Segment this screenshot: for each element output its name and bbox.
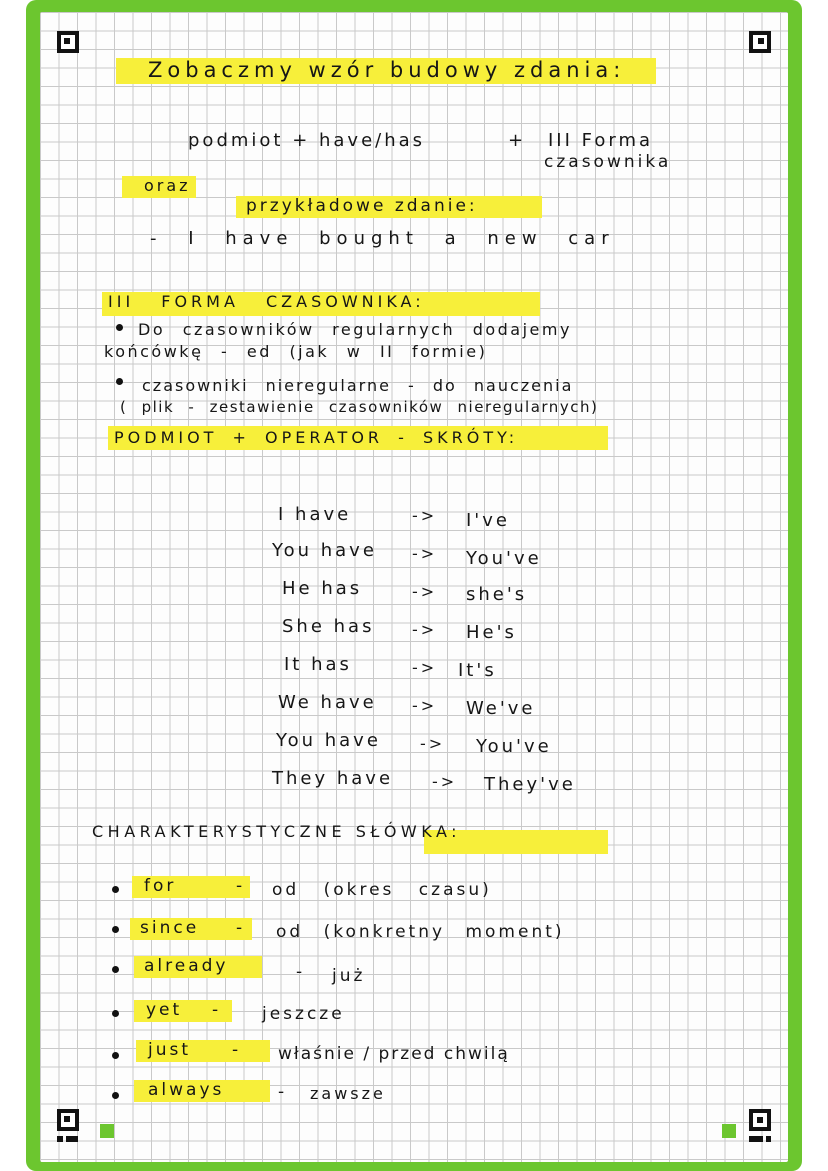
shortcut-right: I've	[466, 510, 510, 531]
shortcut-right: You've	[476, 736, 552, 757]
shortcut-left: I have	[278, 504, 352, 525]
bullet-icon	[112, 1092, 119, 1099]
arrow-icon: ->	[412, 506, 438, 525]
bullet-icon	[112, 966, 119, 973]
forma-bullet2-line2: ( plik - zestawienie czasowników nieregularnych)	[120, 398, 599, 416]
shortcut-right: They've	[484, 774, 576, 795]
word-term: for	[144, 876, 177, 896]
word-dash: -	[296, 962, 306, 982]
arrow-icon: ->	[432, 772, 458, 791]
arrow-icon: ->	[420, 734, 446, 753]
shortcut-left: You have	[276, 730, 381, 751]
shortcut-right: We've	[466, 698, 536, 719]
oraz-label: oraz	[144, 176, 191, 195]
shortcut-left: It has	[284, 654, 352, 675]
word-meaning: jeszcze	[262, 1004, 345, 1024]
qr-corner-marker-icon	[748, 30, 772, 54]
formula-right-line1: III Forma	[548, 130, 654, 151]
word-dash: -	[236, 918, 246, 938]
formula-left: podmiot + have/has	[188, 130, 426, 151]
bullet-icon	[112, 926, 119, 933]
shortcut-left: You have	[272, 540, 377, 561]
shortcut-right: He's	[466, 622, 517, 643]
shortcuts-heading: PODMIOT + OPERATOR - SKRÓTY:	[114, 428, 519, 447]
shortcut-right: It's	[458, 660, 497, 681]
word-dash: -	[236, 876, 246, 896]
formula-plus: +	[508, 130, 527, 151]
green-square-icon	[722, 1124, 736, 1138]
forma-bullet1-line2: końcówkę - ed (jak w II formie)	[104, 342, 488, 361]
word-dash: -	[278, 1082, 288, 1102]
example-label: przykładowe zdanie:	[246, 196, 478, 216]
shortcut-left: They have	[272, 768, 394, 789]
shortcut-left: She has	[282, 616, 375, 637]
arrow-icon: ->	[412, 544, 438, 563]
word-meaning: od (konkretny moment)	[276, 922, 565, 942]
bullet-icon	[112, 1052, 119, 1059]
arrow-icon: ->	[412, 620, 438, 639]
word-meaning: od (okres czasu)	[272, 880, 492, 900]
formula-right-line2: czasownika	[544, 152, 672, 172]
shortcut-right: she's	[466, 584, 528, 605]
bullet-icon	[112, 1010, 119, 1017]
shortcut-right: You've	[466, 548, 542, 569]
word-dash: -	[232, 1040, 242, 1060]
bullet-icon	[116, 378, 123, 385]
arrow-icon: ->	[412, 658, 438, 677]
forma-heading: III FORMA CZASOWNIKA:	[108, 292, 425, 311]
bullet-icon	[112, 886, 119, 893]
intro-heading: Zobaczmy wzór budowy zdania:	[148, 58, 626, 82]
word-term: yet	[146, 1000, 183, 1020]
shortcut-left: He has	[282, 578, 363, 599]
word-term: since	[140, 918, 200, 938]
word-term: just	[148, 1040, 192, 1060]
word-meaning: już	[332, 966, 366, 986]
word-term: always	[148, 1080, 225, 1100]
words-heading: CHARAKTERYSTYCZNE SŁÓWKA:	[92, 822, 462, 841]
word-dash: -	[212, 1000, 222, 1020]
qr-corner-marker-icon	[56, 1108, 80, 1144]
qr-corner-marker-icon	[56, 30, 80, 54]
forma-bullet2-line1: czasowniki nieregularne - do nauczenia	[142, 376, 574, 395]
qr-corner-marker-icon	[748, 1108, 772, 1144]
bullet-icon	[116, 324, 123, 331]
arrow-icon: ->	[412, 582, 438, 601]
arrow-icon: ->	[412, 696, 438, 715]
green-square-icon	[100, 1124, 114, 1138]
shortcut-left: We have	[278, 692, 377, 713]
forma-bullet1-line1: Do czasowników regularnych dodajemy	[138, 320, 572, 339]
word-meaning: zawsze	[310, 1084, 386, 1103]
word-term: already	[144, 956, 229, 976]
example-sentence: - I have bought a new car	[150, 228, 615, 249]
word-meaning: właśnie / przed chwilą	[278, 1044, 510, 1064]
